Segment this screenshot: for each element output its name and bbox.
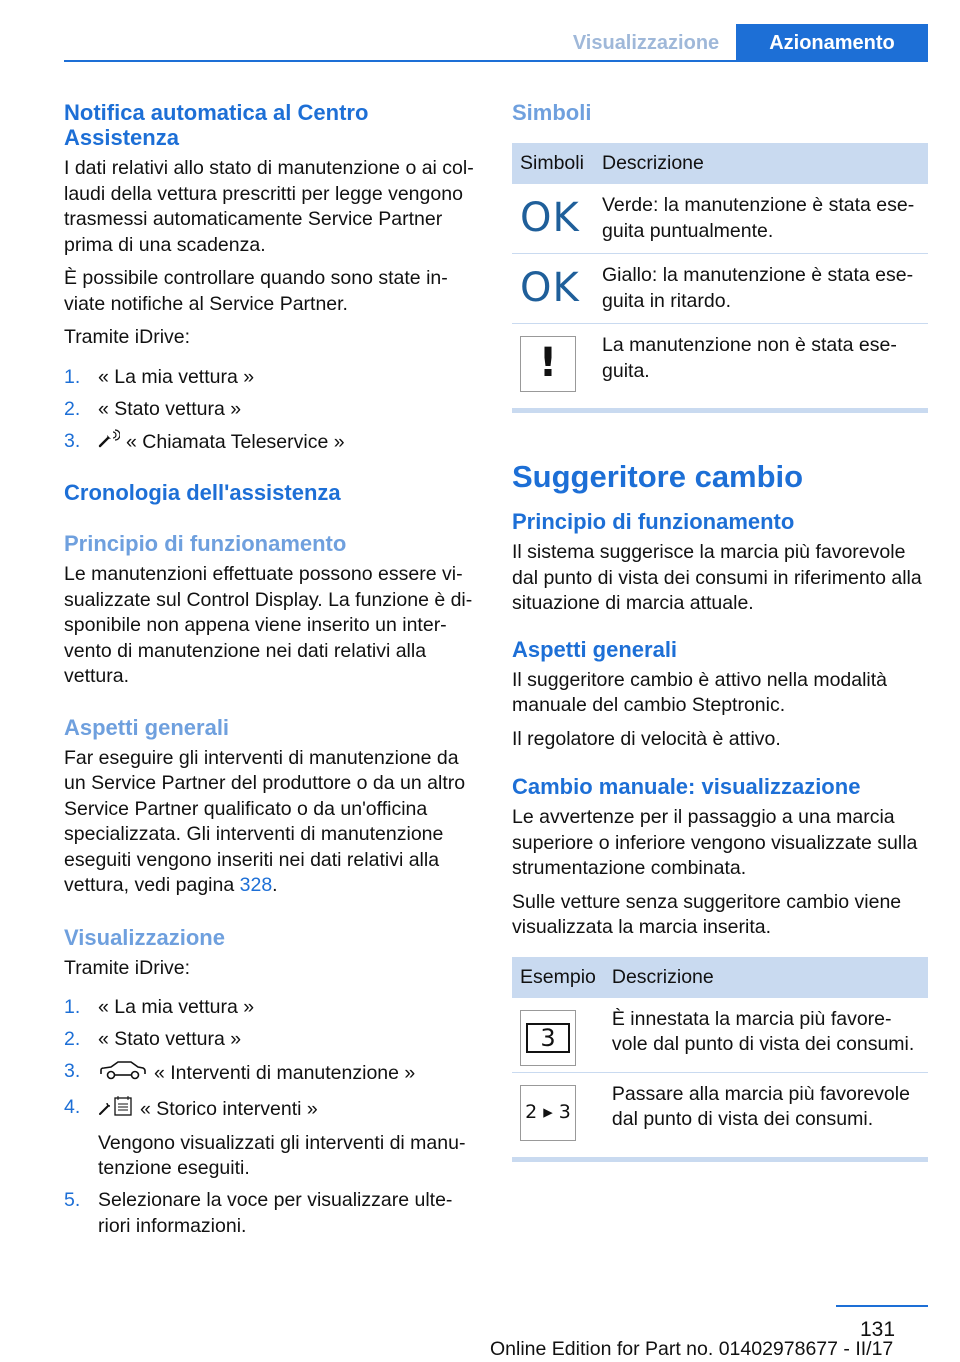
description-cell: È innestata la marcia più favore‐ vole dal punto di vista dei consumi. xyxy=(604,998,928,1073)
gear-shift-up-icon: 2 ▸ 3 xyxy=(520,1085,576,1141)
heading-aspetti: Aspetti generali xyxy=(64,714,230,740)
table-header: Descrizione xyxy=(594,143,928,184)
symbol-cell xyxy=(512,254,594,324)
footer-rule xyxy=(836,1305,928,1307)
gear-3-icon: 3 xyxy=(520,1010,576,1066)
list-number: 3. xyxy=(64,1060,81,1082)
service-history-icon xyxy=(98,1095,134,1125)
table-end-rule xyxy=(512,408,928,413)
ok-green-icon: OK xyxy=(520,195,580,241)
list-number: 2. xyxy=(64,397,81,420)
heading-principio: Principio di funzionamento xyxy=(512,509,795,534)
list-item-text: « La mia vettura » xyxy=(98,365,255,388)
page-link[interactable]: 328 xyxy=(239,874,273,896)
paragraph-text: Far eseguire gli interventi di manutenzione da un Service Partner del produttore o da un altro Service Partner qualificato o da un'officina specializzata. Gli interventi di manutenzione eseguiti vengono inseriti nei dati relativi alla vettura, vedi pagina xyxy=(64,746,466,896)
heading-cronologia: Cronologia dell'assistenza xyxy=(64,480,341,505)
symbol-cell xyxy=(512,184,594,254)
table-header: Descrizione xyxy=(604,957,928,998)
table-row xyxy=(512,254,928,324)
paragraph xyxy=(64,746,478,899)
right-column xyxy=(512,100,928,1162)
list-item xyxy=(64,1027,478,1053)
paragraph: Il suggeritore cambio è attivo nella modalità manuale del cambio Steptronic. xyxy=(512,668,888,716)
list-number: 1. xyxy=(64,996,81,1018)
page-number: 131 xyxy=(860,1318,896,1341)
list-item-text: « Stato vettura » xyxy=(98,397,242,420)
list-number: 2. xyxy=(64,1028,81,1050)
description-cell: Passare alla marcia più favorevole dal punto di vista dei consumi. xyxy=(611,1082,910,1130)
steps-list-1 xyxy=(64,365,478,457)
teleservice-wrench-icon xyxy=(98,429,120,457)
heading-suggeritore: Suggeritore cambio xyxy=(512,459,804,494)
table-header: Simboli xyxy=(512,143,594,184)
table-header: Esempio xyxy=(512,957,604,998)
paragraph: Il sistema suggerisce la marcia più favorevole dal punto di vista dei consumi in riferimento alla situazione di marcia attuale. xyxy=(512,541,922,614)
list-item-text: « Storico interventi » xyxy=(140,1097,318,1120)
heading-principio: Principio di funzionamento xyxy=(64,531,347,556)
car-service-icon xyxy=(98,1059,148,1089)
list-item xyxy=(64,1095,478,1182)
description-cell: Giallo: la manutenzione è stata ese‐ guita in ritardo. xyxy=(594,254,928,324)
heading-aspetti: Aspetti generali xyxy=(512,636,678,662)
paragraph: Il regolatore di velocità è attivo. xyxy=(512,727,781,750)
paragraph-end: . xyxy=(272,874,278,896)
symbol-cell xyxy=(512,1072,604,1147)
gear-table xyxy=(512,957,928,1147)
table-row xyxy=(512,998,928,1073)
heading-simboli: Simboli xyxy=(512,100,592,125)
heading-visualizzazione: Visualizzazione xyxy=(64,924,225,950)
list-item xyxy=(64,365,478,391)
list-item-text: « Stato vettura » xyxy=(98,1028,242,1050)
ok-yellow-icon: OK xyxy=(520,265,580,311)
header-tab-visualizzazione[interactable]: Visualizzazione xyxy=(572,32,720,54)
exclamation-icon: ! xyxy=(520,336,576,392)
list-item xyxy=(64,995,478,1021)
list-item-text: « La mia vettura » xyxy=(98,996,255,1018)
table-row xyxy=(512,184,928,254)
symbol-cell xyxy=(512,324,594,399)
description-cell: La manutenzione non è stata ese‐ guita. xyxy=(602,334,897,382)
paragraph: Le manutenzioni effettuate possono essere vi‐ sualizzate sul Control Display. La funzione è di‐ sponibile non appena viene inserito un inter‐ vento di manutenzione nei dati relativi alla vettura. xyxy=(64,563,473,687)
paragraph: Tramite iDrive: xyxy=(64,956,191,979)
header-rule xyxy=(64,60,928,62)
edition-text: Online Edition for Part no. 01402978677 - II/17 xyxy=(490,1338,894,1360)
steps-list-2 xyxy=(64,995,478,1239)
list-number: 4. xyxy=(64,1096,81,1118)
list-item-subtext: Vengono visualizzati gli interventi di manu‐ tenzione eseguiti. xyxy=(98,1131,466,1179)
symbol-cell xyxy=(512,998,604,1073)
table-row xyxy=(512,1072,928,1147)
paragraph: Sulle vetture senza suggeritore cambio viene visualizzata la marcia inserita. xyxy=(512,890,902,938)
left-column xyxy=(64,100,478,1246)
heading-cambio-manuale: Cambio manuale: visualizzazione xyxy=(512,774,861,799)
table-end-rule xyxy=(512,1157,928,1162)
paragraph: I dati relativi allo stato di manutenzione o ai col‐ laudi della vettura prescritti per legge vengono trasmessi automaticamente Service Partner prima di una scadenza. xyxy=(64,157,474,256)
list-item xyxy=(64,429,478,457)
description-cell: Verde: la manutenzione è stata ese‐ guita puntualmente. xyxy=(594,184,928,254)
heading-notifica: Notifica automatica al Centro Assistenza xyxy=(64,100,369,150)
symbols-table xyxy=(512,143,928,398)
paragraph: È possibile controllare quando sono state in‐ viate notifiche al Service Partner. xyxy=(64,267,448,315)
list-number: 5. xyxy=(64,1189,81,1211)
list-item xyxy=(64,1188,478,1239)
paragraph: Le avvertenze per il passaggio a una marcia superiore o inferiore vengono visualizzate sulla strumentazione combinata. xyxy=(512,806,918,879)
list-item xyxy=(64,397,478,423)
header-tab-azionamento[interactable]: Azionamento xyxy=(736,24,928,62)
list-item-text: Selezionare la voce per visualizzare ulte‐ riori informazioni. xyxy=(98,1189,453,1237)
list-number: 3. xyxy=(64,429,81,452)
list-item xyxy=(64,1059,478,1089)
list-number: 1. xyxy=(64,365,81,388)
table-row xyxy=(512,324,928,399)
paragraph: Tramite iDrive: xyxy=(64,326,191,348)
list-item-text: « Interventi di manutenzione » xyxy=(154,1061,416,1084)
list-item-text: « Chiamata Teleservice » xyxy=(126,430,345,453)
